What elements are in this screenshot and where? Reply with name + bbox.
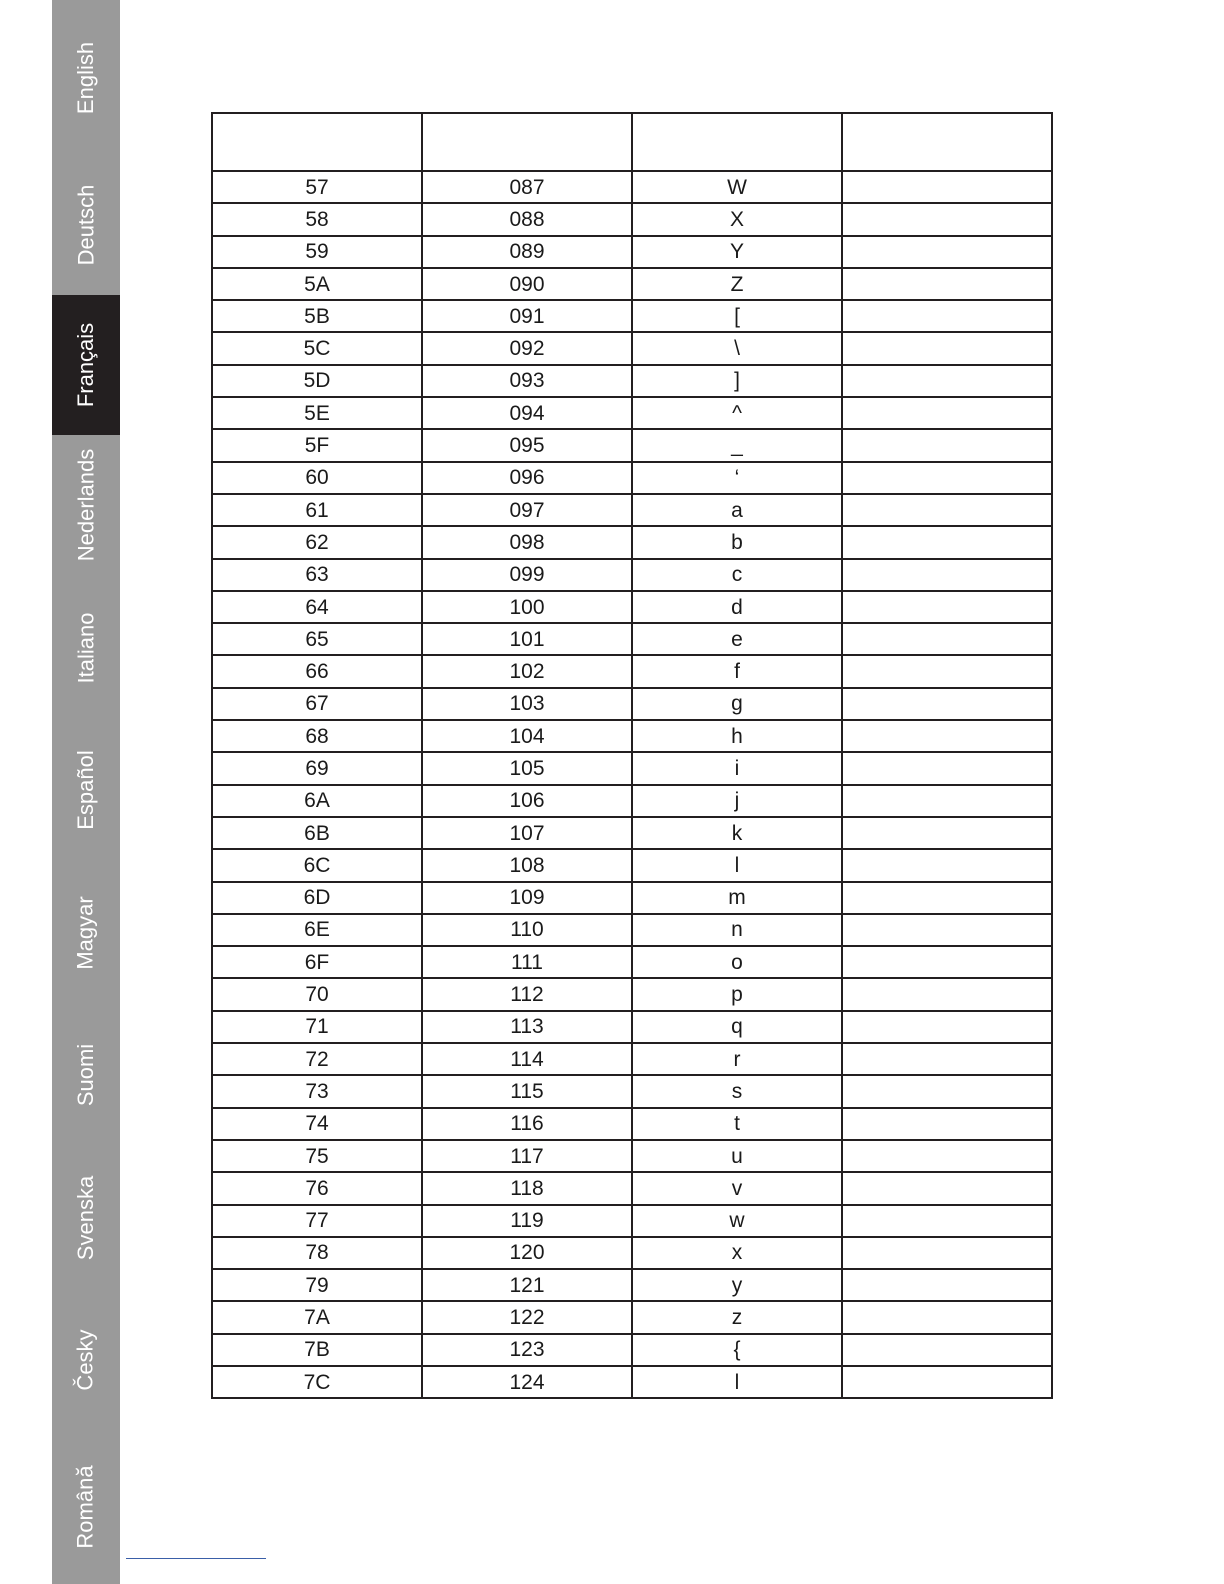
table-cell: 095 <box>422 429 632 461</box>
language-tab-label: Česky <box>73 1329 98 1391</box>
table-row <box>212 946 1052 978</box>
language-tab-label: English <box>73 41 98 114</box>
table-cell: 104 <box>422 720 632 752</box>
table-row <box>212 817 1052 849</box>
table-cell <box>842 591 1052 623</box>
table-cell <box>842 1334 1052 1366</box>
table-cell: 6A <box>212 785 422 817</box>
table-row <box>212 494 1052 526</box>
table-cell <box>842 1237 1052 1269</box>
table-cell <box>842 268 1052 300</box>
language-tab-francais[interactable] <box>52 295 120 435</box>
table-cell <box>842 559 1052 591</box>
table-cell: 108 <box>422 849 632 881</box>
table-cell: f <box>632 655 842 687</box>
table-cell: 093 <box>422 365 632 397</box>
table-cell: s <box>632 1075 842 1107</box>
table-cell: v <box>632 1172 842 1204</box>
language-tab-label: Deutsch <box>73 184 98 266</box>
language-tab-label: Français <box>73 322 99 408</box>
table-cell: 70 <box>212 978 422 1010</box>
table-row <box>212 1205 1052 1237</box>
table-cell: 5A <box>212 268 422 300</box>
table-cell: 6B <box>212 817 422 849</box>
table-cell: 089 <box>422 236 632 268</box>
table-cell: 118 <box>422 1172 632 1204</box>
table-cell: 73 <box>212 1075 422 1107</box>
table-cell: 59 <box>212 236 422 268</box>
table-row <box>212 1366 1052 1398</box>
table-cell: x <box>632 1237 842 1269</box>
table-row <box>212 1075 1052 1107</box>
table-cell: { <box>632 1334 842 1366</box>
language-tab-svenska[interactable] <box>52 1145 120 1290</box>
table-cell: 106 <box>422 785 632 817</box>
table-cell: 74 <box>212 1108 422 1140</box>
table-cell: Z <box>632 268 842 300</box>
table-row <box>212 655 1052 687</box>
table-cell <box>842 623 1052 655</box>
table-cell: 100 <box>422 591 632 623</box>
table-row <box>212 720 1052 752</box>
language-tab-label: Español <box>73 750 99 830</box>
table-row <box>212 526 1052 558</box>
table-cell: 5D <box>212 365 422 397</box>
table-cell: 091 <box>422 300 632 332</box>
table-cell: d <box>632 591 842 623</box>
table-row <box>212 365 1052 397</box>
table-header-cell <box>422 113 632 171</box>
language-tab-nederlands[interactable] <box>52 435 120 575</box>
table-row <box>212 203 1052 235</box>
table-cell: 098 <box>422 526 632 558</box>
table-cell <box>842 688 1052 720</box>
table-row <box>212 1043 1052 1075</box>
table-row <box>212 752 1052 784</box>
table-cell: t <box>632 1108 842 1140</box>
table-row <box>212 849 1052 881</box>
table-cell: w <box>632 1205 842 1237</box>
table-cell: 69 <box>212 752 422 784</box>
table-row <box>212 785 1052 817</box>
table-cell: 6F <box>212 946 422 978</box>
table-cell: 110 <box>422 914 632 946</box>
table-cell: 71 <box>212 1011 422 1043</box>
table-cell <box>842 300 1052 332</box>
table-cell: j <box>632 785 842 817</box>
table-cell: k <box>632 817 842 849</box>
table-cell <box>842 849 1052 881</box>
table-row <box>212 559 1052 591</box>
table-cell: p <box>632 978 842 1010</box>
table-cell <box>842 462 1052 494</box>
table-cell: ‘ <box>632 462 842 494</box>
table-cell <box>842 397 1052 429</box>
table-cell <box>842 236 1052 268</box>
table-row <box>212 1237 1052 1269</box>
table-cell: l <box>632 1366 842 1398</box>
language-tab-suomi[interactable] <box>52 1005 120 1145</box>
table-cell: u <box>632 1140 842 1172</box>
language-tab-deutsch[interactable] <box>52 155 120 295</box>
language-tab-cesky[interactable] <box>52 1290 120 1430</box>
language-tab-bar <box>52 0 120 1584</box>
language-tab-label: Italiano <box>73 612 99 683</box>
table-cell <box>842 332 1052 364</box>
table-cell: 117 <box>422 1140 632 1172</box>
table-row <box>212 1011 1052 1043</box>
table-cell: b <box>632 526 842 558</box>
table-cell: 102 <box>422 655 632 687</box>
table-cell: 67 <box>212 688 422 720</box>
table-cell: 66 <box>212 655 422 687</box>
table-cell: 097 <box>422 494 632 526</box>
table-cell: 119 <box>422 1205 632 1237</box>
table-row <box>212 300 1052 332</box>
table-cell: 78 <box>212 1237 422 1269</box>
table-row <box>212 914 1052 946</box>
table-row <box>212 268 1052 300</box>
table-cell <box>842 752 1052 784</box>
table-cell <box>842 1205 1052 1237</box>
table-cell: 7B <box>212 1334 422 1366</box>
table-cell: 6C <box>212 849 422 881</box>
table-cell <box>842 1108 1052 1140</box>
table-cell: q <box>632 1011 842 1043</box>
table-cell: 090 <box>422 268 632 300</box>
language-tab-romana[interactable] <box>52 1430 120 1584</box>
table-cell <box>842 882 1052 914</box>
table-cell: 5C <box>212 332 422 364</box>
table-cell: y <box>632 1269 842 1301</box>
table-cell: 120 <box>422 1237 632 1269</box>
table-header-row <box>212 113 1052 171</box>
table-cell <box>842 1043 1052 1075</box>
table-row <box>212 462 1052 494</box>
table-row <box>212 978 1052 1010</box>
table-row <box>212 623 1052 655</box>
table-cell: 121 <box>422 1269 632 1301</box>
table-cell <box>842 171 1052 203</box>
table-row <box>212 1172 1052 1204</box>
table-cell: Y <box>632 236 842 268</box>
table-cell: 57 <box>212 171 422 203</box>
table-cell: 116 <box>422 1108 632 1140</box>
language-tab-label: Suomi <box>72 1043 98 1107</box>
table-cell: n <box>632 914 842 946</box>
language-tab-english[interactable] <box>52 0 120 155</box>
table-cell: 096 <box>422 462 632 494</box>
table-cell: r <box>632 1043 842 1075</box>
table-cell: l <box>632 849 842 881</box>
table-row <box>212 1269 1052 1301</box>
table-cell <box>842 1140 1052 1172</box>
language-tab-italiano[interactable] <box>52 575 120 720</box>
table-cell: 115 <box>422 1075 632 1107</box>
table-cell: ^ <box>632 397 842 429</box>
table-cell: 113 <box>422 1011 632 1043</box>
table-cell: z <box>632 1301 842 1333</box>
table-cell: 103 <box>422 688 632 720</box>
table-row <box>212 882 1052 914</box>
table-cell: 124 <box>422 1366 632 1398</box>
table-cell: 7C <box>212 1366 422 1398</box>
table-cell: 75 <box>212 1140 422 1172</box>
table-row <box>212 332 1052 364</box>
table-cell: _ <box>632 429 842 461</box>
table-cell: 123 <box>422 1334 632 1366</box>
table-cell <box>842 946 1052 978</box>
table-cell <box>842 1366 1052 1398</box>
table-cell <box>842 1075 1052 1107</box>
table-cell: 72 <box>212 1043 422 1075</box>
ascii-code-table <box>211 112 1053 1399</box>
table-cell: o <box>632 946 842 978</box>
table-row <box>212 1140 1052 1172</box>
table-cell: 60 <box>212 462 422 494</box>
table-cell: 088 <box>422 203 632 235</box>
table-row <box>212 1334 1052 1366</box>
table-cell: 6E <box>212 914 422 946</box>
table-cell: 7A <box>212 1301 422 1333</box>
table-cell: 105 <box>422 752 632 784</box>
table-cell: 62 <box>212 526 422 558</box>
table-cell: 6D <box>212 882 422 914</box>
table-cell <box>842 978 1052 1010</box>
language-tab-magyar[interactable] <box>52 860 120 1005</box>
language-tab-espanol[interactable] <box>52 720 120 860</box>
table-cell: 094 <box>422 397 632 429</box>
table-cell: 64 <box>212 591 422 623</box>
table-cell: 5F <box>212 429 422 461</box>
language-tab-label: Magyar <box>73 895 99 970</box>
table-cell <box>842 1011 1052 1043</box>
table-header-cell <box>842 113 1052 171</box>
language-tab-label: Nederlands <box>73 448 99 562</box>
table-cell: h <box>632 720 842 752</box>
table-cell: X <box>632 203 842 235</box>
table-cell <box>842 785 1052 817</box>
table-cell: 087 <box>422 171 632 203</box>
table-cell: 107 <box>422 817 632 849</box>
table-cell: 109 <box>422 882 632 914</box>
table-cell <box>842 1172 1052 1204</box>
table-header-cell <box>212 113 422 171</box>
table-cell: 5E <box>212 397 422 429</box>
table-cell: c <box>632 559 842 591</box>
table-cell: 099 <box>422 559 632 591</box>
table-cell <box>842 720 1052 752</box>
table-cell <box>842 914 1052 946</box>
table-cell <box>842 1269 1052 1301</box>
table-cell: 58 <box>212 203 422 235</box>
footer-rule <box>126 1558 266 1559</box>
table-cell: 79 <box>212 1269 422 1301</box>
table-cell: 101 <box>422 623 632 655</box>
table-cell: 5B <box>212 300 422 332</box>
table-cell: m <box>632 882 842 914</box>
table-cell: 122 <box>422 1301 632 1333</box>
table-cell: i <box>632 752 842 784</box>
table-cell: 112 <box>422 978 632 1010</box>
table-row <box>212 429 1052 461</box>
table-cell: 76 <box>212 1172 422 1204</box>
table-cell <box>842 494 1052 526</box>
table-cell: 092 <box>422 332 632 364</box>
table-row <box>212 1301 1052 1333</box>
table-cell: 77 <box>212 1205 422 1237</box>
table-cell: 111 <box>422 946 632 978</box>
table-header-cell <box>632 113 842 171</box>
table-cell: 114 <box>422 1043 632 1075</box>
table-row <box>212 688 1052 720</box>
table-cell <box>842 203 1052 235</box>
table-cell: 61 <box>212 494 422 526</box>
language-tab-label: Română <box>73 1465 98 1549</box>
table-cell: [ <box>632 300 842 332</box>
table-cell: 63 <box>212 559 422 591</box>
table-cell: \ <box>632 332 842 364</box>
table-row <box>212 236 1052 268</box>
table-cell <box>842 817 1052 849</box>
language-tab-label: Svenska <box>73 1175 99 1260</box>
table-row <box>212 1108 1052 1140</box>
table-cell: 65 <box>212 623 422 655</box>
table-cell: g <box>632 688 842 720</box>
table-cell: W <box>632 171 842 203</box>
table-cell <box>842 526 1052 558</box>
table-cell: ] <box>632 365 842 397</box>
table-row <box>212 397 1052 429</box>
table-cell: a <box>632 494 842 526</box>
table-cell: e <box>632 623 842 655</box>
table-cell: 68 <box>212 720 422 752</box>
table-cell <box>842 655 1052 687</box>
table-cell <box>842 429 1052 461</box>
table-row <box>212 171 1052 203</box>
table-row <box>212 591 1052 623</box>
table-cell <box>842 365 1052 397</box>
table-cell <box>842 1301 1052 1333</box>
